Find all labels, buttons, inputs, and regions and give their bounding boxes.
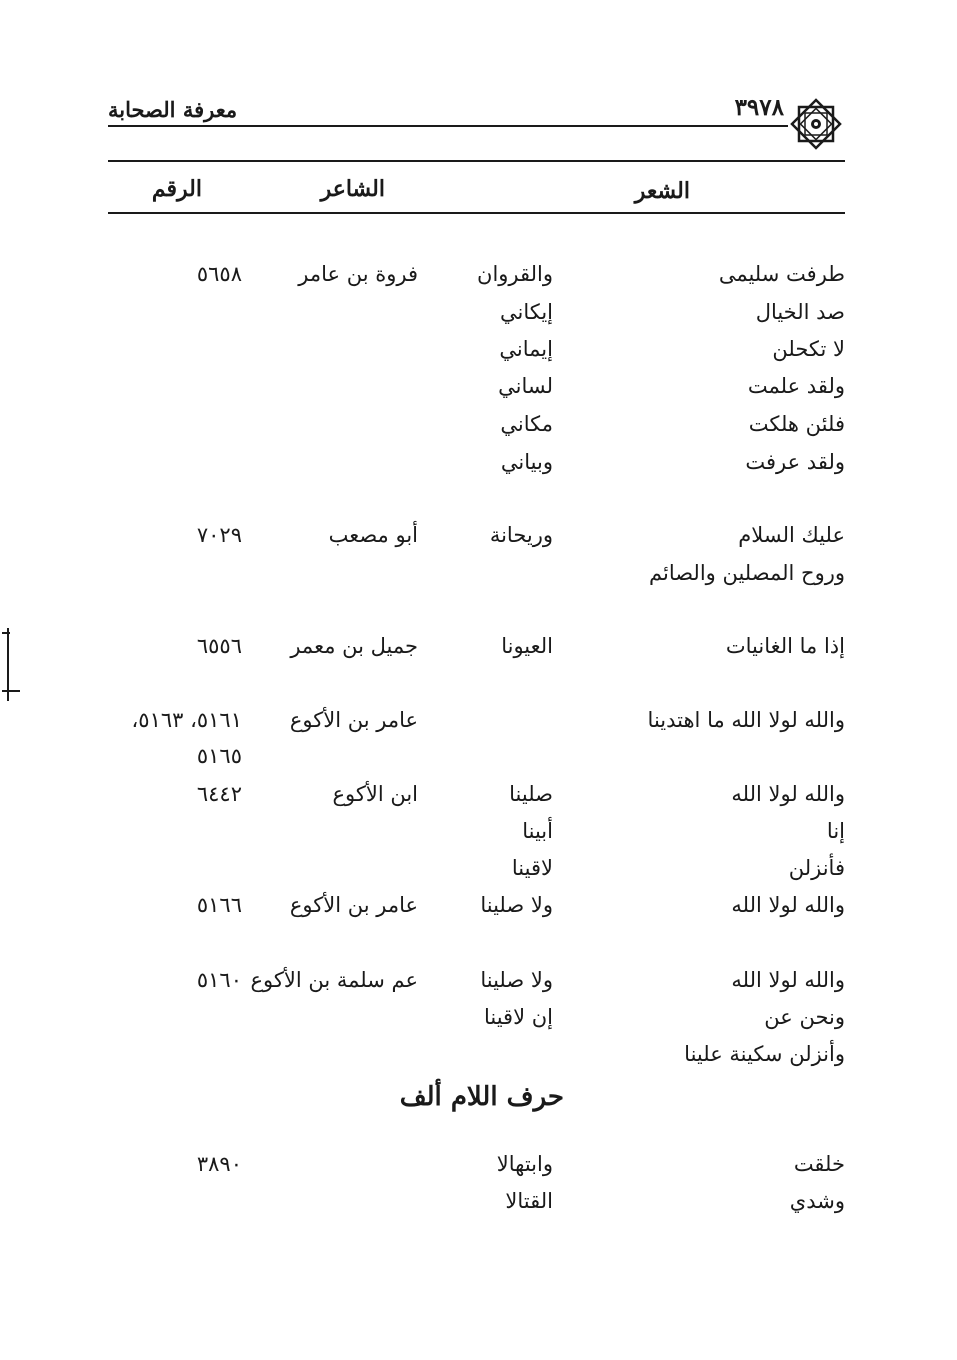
verse-end: العيونا bbox=[501, 634, 553, 658]
poet-name: ابن الأكوع bbox=[332, 782, 418, 806]
verse-start: إذا ما الغانيات bbox=[725, 634, 845, 658]
poet-name: عامر بن الأكوع bbox=[289, 893, 418, 917]
record-number: ٧٠٢٩ bbox=[196, 523, 242, 547]
verse-start: لا تكحلن bbox=[772, 337, 845, 361]
record-number: ٣٨٩٠ bbox=[196, 1152, 242, 1176]
section-heading: حرف اللام ألف bbox=[399, 1082, 564, 1112]
verse-start: طرفت سليمى bbox=[718, 262, 845, 286]
verse-start: ولقد علمت bbox=[747, 374, 845, 398]
record-number: ٦٤٤٢ bbox=[196, 782, 242, 806]
record-number: ٥١٦٦ bbox=[196, 893, 242, 917]
verse-start: إنا bbox=[826, 819, 845, 843]
page-number: ٣٩٧٨ bbox=[734, 94, 784, 121]
book-title: معرفة الصحابة bbox=[108, 97, 238, 122]
verse-end: وابتهالا bbox=[496, 1152, 553, 1176]
verse-end: ولا صلينا bbox=[480, 893, 553, 917]
poet-name: عامر بن الأكوع bbox=[289, 708, 418, 732]
verse-end: لساني bbox=[498, 374, 553, 398]
scan-edge-tick bbox=[2, 690, 20, 692]
scan-edge-tick bbox=[2, 632, 10, 634]
verse-end: مكاني bbox=[500, 412, 553, 436]
table-top-rule bbox=[108, 160, 845, 162]
verse-start: عليك السلام bbox=[738, 523, 845, 547]
verse-start: فأنزلن bbox=[788, 856, 845, 880]
record-number: ٥٦٥٨ bbox=[196, 262, 242, 286]
poet-name: أبو مصعب bbox=[328, 523, 418, 547]
verse-start: وروح المصلين والصائم bbox=[649, 561, 845, 585]
verse-end: والقروان bbox=[477, 262, 553, 286]
table-header-rule bbox=[108, 212, 845, 214]
verse-start: فلئن هلكت bbox=[748, 412, 845, 436]
verse-end: وبياني bbox=[500, 450, 553, 474]
record-number: ٦٥٥٦ bbox=[196, 634, 242, 658]
verse-end: وريحانة bbox=[489, 523, 553, 547]
verse-start: صد الخيال bbox=[755, 300, 845, 324]
verse-start: وأنزلن سكينة علينا bbox=[684, 1042, 845, 1066]
verse-end: لاقينا bbox=[511, 856, 553, 880]
poet-name: جميل بن معمر bbox=[290, 634, 418, 658]
column-header-poet: الشاعر bbox=[320, 176, 385, 202]
verse-end: صلينا bbox=[509, 782, 553, 806]
poet-name: فروة بن عامر bbox=[298, 262, 418, 286]
verse-start: والله لولا الله bbox=[731, 782, 845, 806]
verse-start: والله لولا الله bbox=[731, 893, 845, 917]
verse-start: وشدي bbox=[789, 1189, 845, 1213]
record-number: ٥١٦٥ bbox=[196, 744, 242, 768]
verse-start: والله لولا الله bbox=[731, 968, 845, 992]
header-rule bbox=[108, 125, 788, 127]
verse-end: ولا صلينا bbox=[480, 968, 553, 992]
verse-end: إن لاقينا bbox=[483, 1005, 553, 1029]
octagonal-ornament-icon bbox=[787, 95, 845, 153]
poet-name: عم سلمة بن الأكوع bbox=[250, 968, 418, 992]
verse-end: إيكاني bbox=[499, 300, 553, 324]
verse-start: والله لولا الله ما اهتدينا bbox=[647, 708, 845, 732]
column-header-number: الرقم bbox=[151, 176, 202, 202]
verse-end: أبينا bbox=[522, 819, 553, 843]
verse-end: القتالا bbox=[505, 1189, 553, 1213]
record-number: ٥١٦١، ٥١٦٣، bbox=[131, 708, 242, 732]
record-number: ٥١٦٠ bbox=[196, 968, 242, 992]
verse-end: إيماني bbox=[499, 337, 553, 361]
verse-start: خلقت bbox=[793, 1152, 845, 1176]
verse-start: ولقد عرفت bbox=[745, 450, 845, 474]
verse-start: ونحن عن bbox=[764, 1005, 845, 1029]
column-header-poetry: الشعر bbox=[634, 178, 690, 204]
